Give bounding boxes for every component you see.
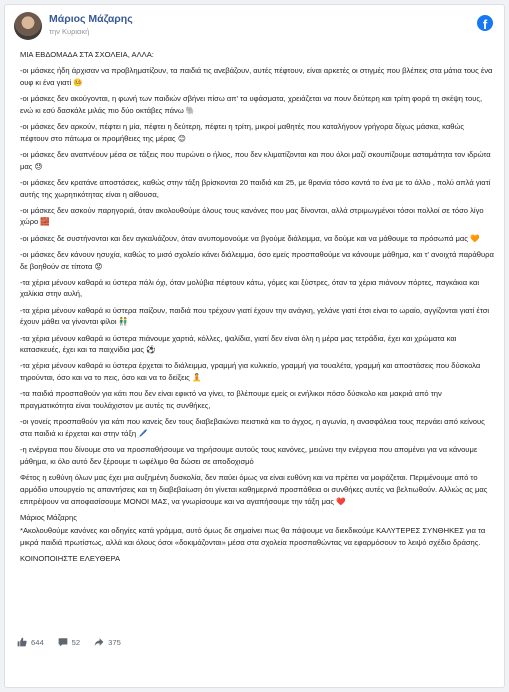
post-paragraph: -τα χέρια μένουν καθαρά κι ύστερα παίζουν, παιδιά που τρέχουν γιατί έχουν την ανάγκη, γελάνε γιατί έτσι είναι το ωραίο, αγγίζονται γιατί έτσι έχουν μάθει να γίνονται φίλοι 👬 — [20, 305, 490, 327]
post-card — [4, 4, 505, 688]
like-count-value: 644 — [31, 637, 44, 647]
post-header — [5, 5, 504, 45]
post-paragraph: -οι μάσκες δεν κάνουν ησυχία, καθώς το μισό σχολείο κάνει διάλειμμα, όσο εμείς προσπαθούμε να κάνουμε μάθημα, και τ' ανοιχτά παράθυρα δε βοηθούν σε τίποτα 😟 — [20, 249, 494, 271]
post-paragraph: -οι μάσκες δεν κρατάνε αποστάσεις, καθώς στην τάξη βρίσκονται 20 παιδιά και 25, με θρανία τόσο κοντά το ένα με το άλλο , πολύ απλά γιατί αυτής της χωρητικότητας είναι η αίθουσα, — [20, 177, 491, 199]
post-paragraph: -τα παιδιά προσπαθούν για κάτι που δεν είναι εφικτό να γίνει, το βλέπουμε εμείς οι ενήλικοι πόσο δύσκολο και μακριά από την πραγματικότητα είναι τουλάχιστον με αυτές τις συνθήκες, — [20, 389, 442, 411]
comment-icon — [58, 637, 68, 647]
like-count[interactable] — [17, 637, 44, 647]
post-paragraph: Φέτος η ευθύνη όλων μας έχει μια αυξημένη δυσκολία, δεν παύει όμως να είναι ευθύνη και να πρέπει να μοιράζεται. Περιμένουμε από το αρμόδιο υπουργείο τις απαντήσεις και τη διαβεβαίωση ότι γίνεται καθημερινά προσπάθεια οι συνθήκες αυτές να βελτιωθούν. Αλλιώς ας μας επιτρέψουν να αποφασίσουμε ΜΟΝΟΙ ΜΑΣ, να γνωρίσουμε και να αγαπήσουμε την τάξη μας ❤️ — [20, 473, 488, 506]
post-paragraph: -οι μάσκες δε συστήνονται και δεν αγκαλιάζουν, όταν ανυπομονούμε να βγούμε διάλειμμα, να δούμε και να μάθουμε τα πρόσωπά μας 🧡 — [20, 233, 480, 243]
share-icon — [94, 637, 104, 647]
post-paragraph: -οι μάσκες δεν αρκούν, πέφτει η μία, πέφτει η δεύτερη, πέφτει η τρίτη, μικροί μαθητές που καταλήγουν γρήγορα δίχως μάσκα, καθώς πέφτουν στο πάτωμα οι προμήθειες της μέρας 😊 — [20, 122, 465, 143]
post-body — [20, 49, 494, 570]
post-paragraph: -οι μάσκες δεν ακούγονται, η φωνή των παιδιών σβήνει πίσω απ' τα υφάσματα, χρειάζεται να πουν δεύτερη και τρίτη φορά τη σκέψη τους, ενώ κι εσύ δασκάλε μιλάς πιο δύο οκτάβες πάνω 🐘 — [20, 94, 483, 115]
post-paragraph: -τα χέρια μένουν καθαρά κι ύστερα έρχεται το διάλειμμα, γραμμή για κυλικείο, γραμμή για τουαλέτα, γραμμή και αποστάσεις που δύσκολα τηρούνται, όσο και να το πεις, όσο και να το δείξεις 🧘 — [20, 361, 481, 383]
post-paragraph: ΜΙΑ ΕΒΔΟΜΑΔΑ ΣΤΑ ΣΧΟΛΕΙΑ, ΑΛΛΑ: — [20, 50, 154, 59]
post-paragraph: ΚΟΙΝΟΠΟΙΗΣΤΕ ΕΛΕΥΘΕΡΑ — [20, 554, 121, 564]
post-footer — [17, 637, 135, 647]
post-paragraph: -οι μάσκες δεν ασκούν παρηγοριά, όταν ακολουθούμε όλους τους κανόνες που μας δίνονται, αλλά στριμωγμένοι τόσοι πολλοί σε τόσο λίγο χώρο 🧱 — [20, 205, 484, 227]
comment-count-value: 52 — [71, 637, 81, 647]
share-count[interactable] — [94, 637, 121, 647]
thumbs-up-icon — [17, 637, 27, 647]
share-count-value: 375 — [108, 637, 121, 647]
post-paragraph: -τα χέρια μένουν καθαρά κι ύστερα πάλι όχι, όταν μολύβια πέφτουν κάτω, γόμες και ξύστρες, όταν τα χέρια πιάνουν πόρτες, παγκάκια και χαλίκια στην αυλή, — [20, 277, 480, 299]
comment-count[interactable] — [58, 637, 80, 647]
post-paragraph: *Ακολουθούμε κανόνες και οδηγίες κατά γράμμα, αυτό όμως δε σημαίνει πως θα πάψουμε να διεκδικούμε ΚΑΛΥΤΕΡΕΣ ΣΥΝΘΗΚΕΣ για τα μικρά παιδιά πρωτίστως, αλλά και όλους όσοι «δοκιμάζονται» μέσα στα σχολεία προσπαθώντας να εφαρμόσουν το λειψό σχέδιο δράσης. — [20, 526, 486, 548]
author-avatar[interactable] — [14, 12, 42, 40]
post-signature: Μάριος Μάζαρης — [20, 512, 77, 522]
author-name[interactable]: Μάριος Μάζαρης — [49, 13, 133, 25]
post-paragraph: -οι γονείς προσπαθούν για κάτι που κανείς δεν τους διαβεβαιώνει πειστικά και το άγχος, η αγωνία, η ανασφάλεια τους περνάει από κείνους στα παιδιά κι έρχεται και στην τάξη 🖊️ — [20, 417, 485, 438]
post-paragraph: -οι μάσκες ήδη άρχισαν να προβληματίζουν, τα παιδιά τις ανεβάζουν, αυτές πέφτουν, είναι αρκετές οι στιγμές που βλέπεις στα μάτια τους ένα ουφ κι ένα γιατί 🤒 — [20, 66, 493, 87]
post-paragraph: -η ενέργεια που δίνουμε στο να προσπαθήσουμε να τηρήσουμε αυτούς τους κανόνες, μειώνει την ενέργεια που απομένει για να κάνουμε μάθημα, κι όλο αυτό δεν ξέρουμε τι ωφέλιμο θα δώσει σε αποδοχισμό — [20, 445, 478, 466]
facebook-icon[interactable]: f — [477, 15, 493, 31]
post-paragraph: -οι μάσκες δεν αναπνέουν μέσα σε τάξεις που πυρώνει ο ήλιος, που δεν κλιματίζονται και που όλοι μαζί σκουπίζουμε ασταμάτητα τον ιδρώτα μας 😓 — [20, 149, 491, 171]
post-timestamp[interactable]: την Κυριακή — [49, 27, 90, 36]
post-paragraph: -τα χέρια μένουν καθαρά κι ύστερα πιάνουμε χαρτιά, κόλλες, ψαλίδια, γιατί δεν είναι όλη η μέρα μας τετράδια, έχει και χρώματα και κατασκευές, έχει και τα παιχνίδια μας ⚽ — [20, 333, 457, 355]
